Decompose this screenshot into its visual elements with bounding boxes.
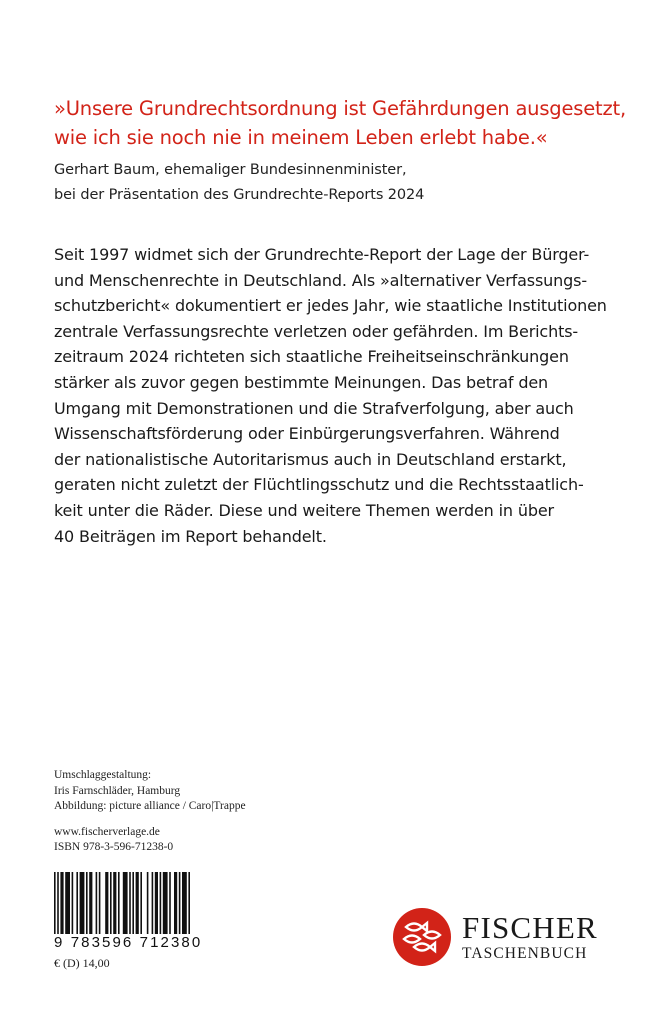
blurb-text [54, 242, 634, 549]
barcode-icon [54, 872, 194, 936]
publisher-website: www.fischerverlage.de [54, 825, 160, 838]
cover-designer: Iris Farnschläder, Hamburg [54, 784, 181, 797]
blurb-line: der nationalistische Autoritarismus auch in Deutschland erstarkt, [54, 449, 567, 469]
blurb-line: stärker als zuvor gegen bestimmte Meinungen. Das betraf den [54, 372, 549, 392]
back-cover-quote [54, 94, 654, 152]
blurb-line: zeitraum 2024 richteten sich staatliche Freiheitseinschränkungen [54, 347, 569, 367]
fish-emblem-icon [392, 907, 452, 967]
blurb-line: schutzbericht« dokumentiert er jedes Jahr, wie staatliche Institutionen [54, 296, 607, 316]
publisher-logo [392, 907, 452, 971]
blurb-line: und Menschenrechte in Deutschland. Als »alternativer Verfassungs- [54, 270, 587, 290]
barcode-digits: 9 783596 712380 [54, 934, 203, 951]
quote-attribution [54, 158, 424, 208]
blurb-line: Umgang mit Demonstrationen und die Strafverfolgung, aber auch [54, 398, 574, 418]
attribution-line-2: bei der Präsentation des Grundrechte-Reports 2024 [54, 187, 425, 203]
publisher-imprint: TASCHENBUCH [462, 945, 588, 962]
publisher-name: FISCHER [462, 910, 598, 945]
cover-design-label: Umschlaggestaltung: [54, 769, 152, 781]
blurb-line: zentrale Verfassungsrechte verletzen oder gefährden. Im Berichts- [54, 321, 579, 341]
attribution-line-1: Gerhart Baum, ehemaliger Bundesinnenminister, [54, 162, 407, 178]
image-credit: Abbildung: picture alliance / Caro|Trappe [54, 800, 246, 813]
blurb-line: 40 Beiträgen im Report behandelt. [54, 526, 327, 546]
blurb-line: Seit 1997 widmet sich der Grundrechte-Report der Lage der Bürger- [54, 245, 590, 264]
blurb-line: Wissenschaftsförderung oder Einbürgerungsverfahren. Während [54, 424, 560, 444]
isbn-barcode [54, 872, 194, 940]
quote-line-1: »Unsere Grundrechtsordnung ist Gefährdungen ausgesetzt, [54, 97, 626, 120]
isbn-number: ISBN 978-3-596-71238-0 [54, 841, 174, 854]
colophon-credits [54, 768, 246, 856]
price-label: € (D) 14,00 [54, 956, 110, 970]
blurb-line: geraten nicht zuletzt der Flüchtlingsschutz und die Rechtsstaatlich- [54, 475, 584, 495]
quote-line-2: wie ich sie noch nie in meinem Leben erlebt habe.« [54, 126, 548, 149]
blurb-line: keit unter die Räder. Diese und weitere Themen werden in über [54, 500, 554, 520]
